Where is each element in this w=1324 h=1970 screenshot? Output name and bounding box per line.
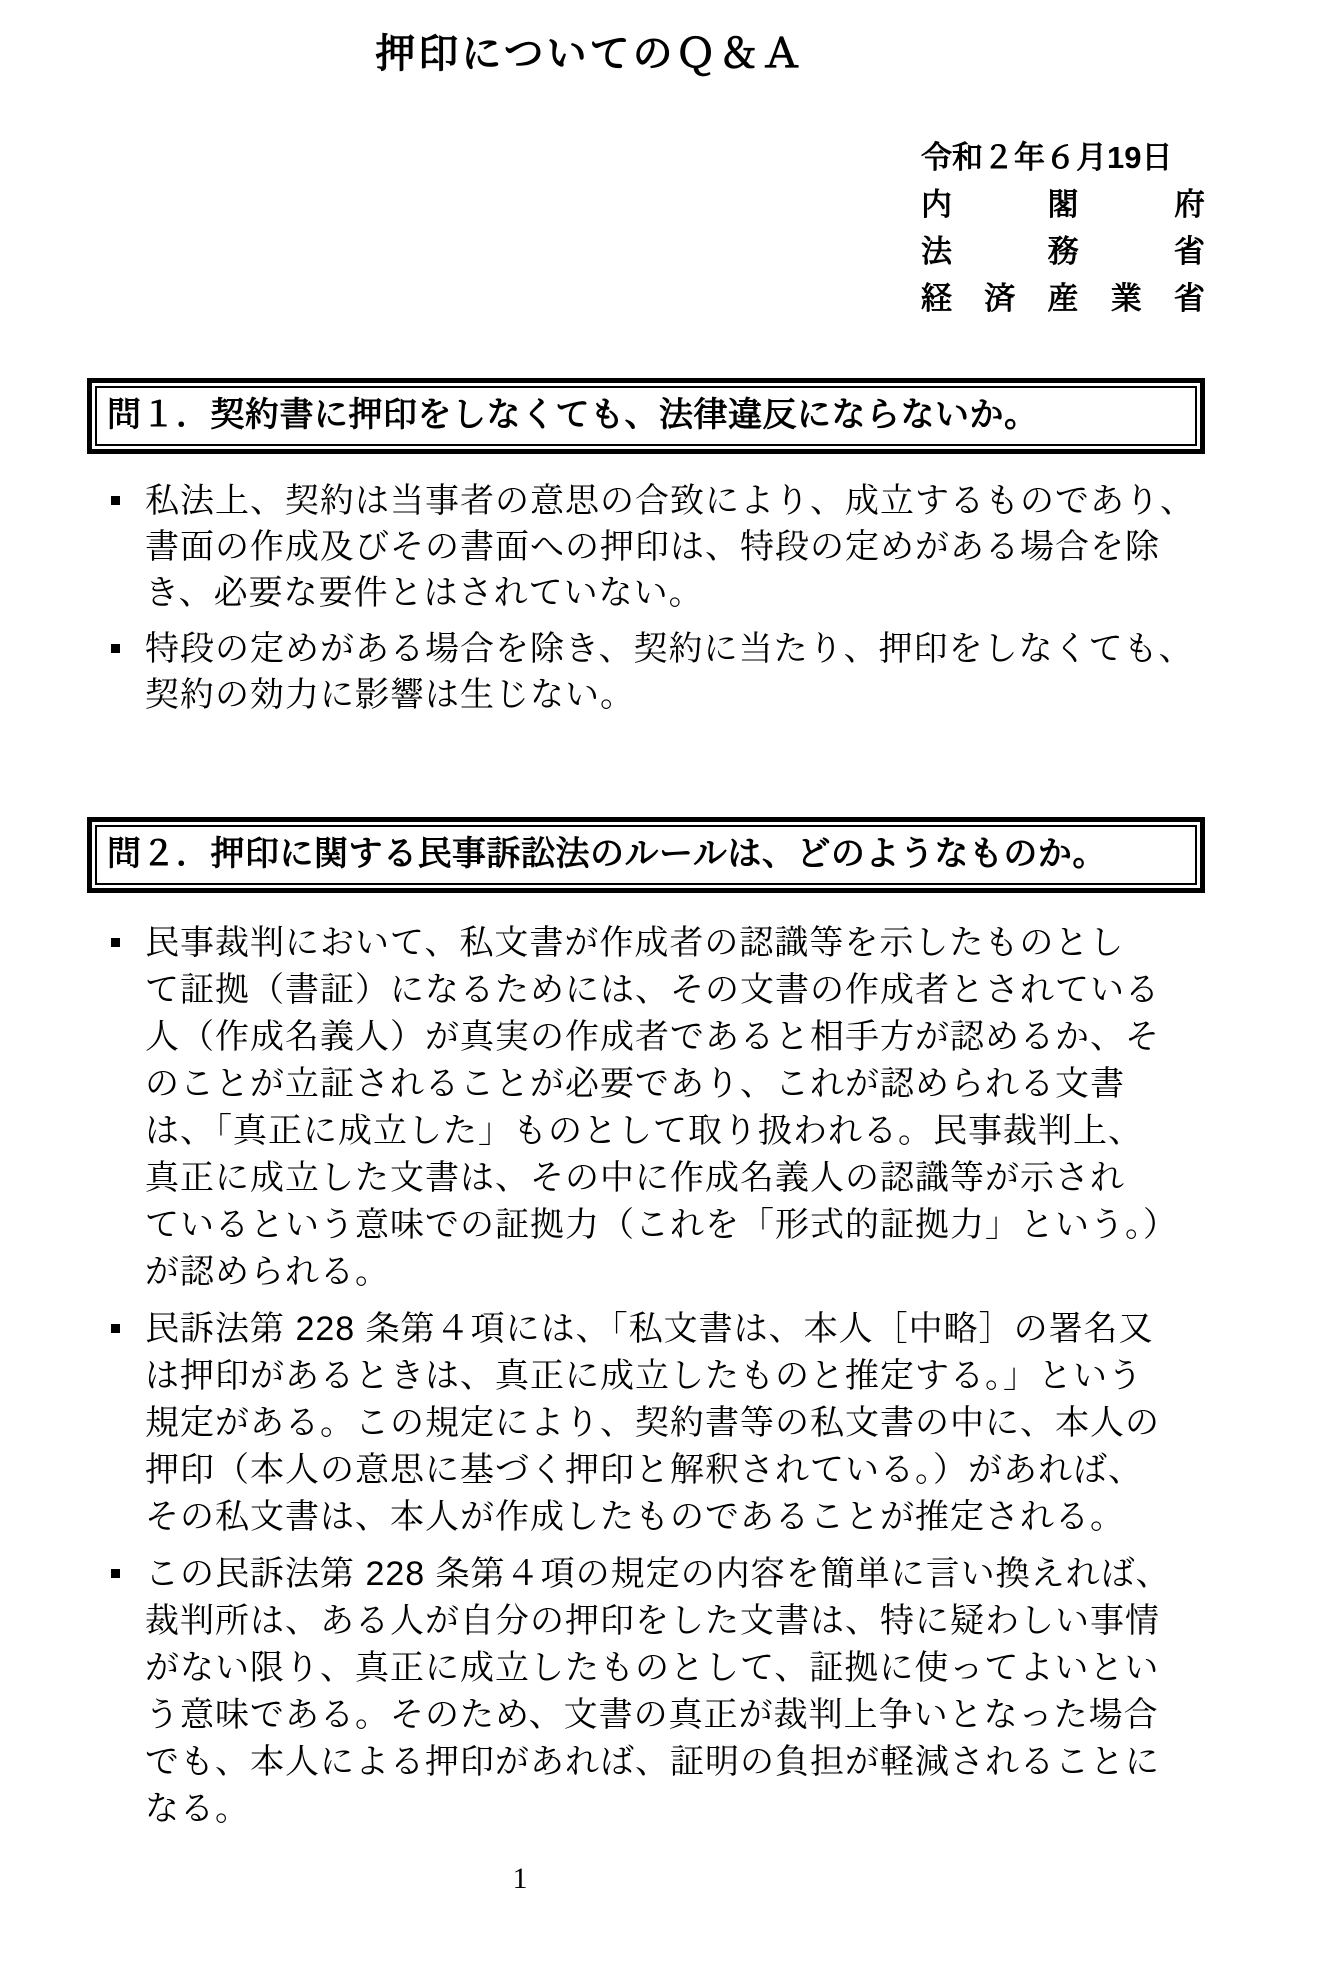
organization-char: 務 <box>1047 234 1079 269</box>
text-line: て証拠（書証）になるためには、その文書の作成者とされている <box>145 971 1160 1009</box>
text-line: 規定がある。この規定により、契約書等の私文書の中に、本人の <box>145 1404 1160 1442</box>
text-line: き、必要な要件とはされていない。 <box>145 574 704 612</box>
text-line: 民訴法第 228 条第４項には、「私文書は、本人［中略］の署名又 <box>145 1310 1154 1348</box>
text-line: この民訴法第 228 条第４項の規定の内容を簡単に言い換えれば、 <box>145 1555 1171 1593</box>
text-line: ているという意味での証拠力（これを「形式的証拠力」という。） <box>145 1206 1178 1244</box>
text-line: 契約の効力に影響は生じない。 <box>145 676 635 714</box>
text-line: 押印（本人の意思に基づく押印と解釈されている。）があれば、 <box>145 1451 1143 1489</box>
text-line: なる。 <box>145 1790 250 1828</box>
document-content <box>87 0 1205 1833</box>
bullet-icon <box>87 920 145 1296</box>
text-line: 私法上、契約は当事者の意思の合致により、成立するものであり、 <box>145 482 1195 520</box>
organization-name <box>921 228 1205 275</box>
question-2-box <box>87 817 1205 893</box>
bullet-text <box>145 1551 1205 1833</box>
answer-2-bullet-list <box>87 920 1205 1833</box>
organization-char: 内 <box>921 187 952 222</box>
text-line: は、「真正に成立した」ものとして取り扱われる。民事裁判上、 <box>145 1112 1143 1150</box>
organization-char: 業 <box>1110 281 1142 316</box>
text-line: その私文書は、本人が作成したものであることが推定される。 <box>145 1498 1125 1536</box>
text-line: 書面の作成及びその書面への押印は、特段の定めがある場合を除 <box>145 528 1160 566</box>
text-line: 人（作成名義人）が真実の作成者であると相手方が認めるか、そ <box>145 1018 1160 1056</box>
text-line: がない限り、真正に成立したものとして、証拠に使ってよいとい <box>145 1649 1160 1687</box>
bullet-text <box>145 626 1205 718</box>
answer-1-bullet-list <box>87 478 1205 718</box>
question-2-box-inner <box>95 825 1197 885</box>
question-1-heading: 問１．契約書に押印をしなくても、法律違反にならないか。 <box>107 396 1039 434</box>
bullet-item <box>87 920 1205 1296</box>
text-line: のことが立証されることが必要であり、これが認められる文書 <box>145 1065 1125 1103</box>
organization-char: 済 <box>984 281 1016 316</box>
bullet-item <box>87 1306 1205 1541</box>
text-line: う意味である。そのため、文書の真正が裁判上争いとなった場合 <box>145 1696 1159 1734</box>
organization-list <box>921 181 1205 322</box>
bullet-text <box>145 478 1205 616</box>
text-line: は押印があるときは、真正に成立したものと推定する。」という <box>145 1357 1143 1395</box>
bullet-text <box>145 920 1205 1296</box>
bullet-icon <box>87 478 145 616</box>
text-line: が認められる。 <box>145 1253 390 1291</box>
bullet-text <box>145 1306 1205 1541</box>
question-1-box-inner <box>95 386 1197 446</box>
text-line: 特段の定めがある場合を除き、契約に当たり、押印をしなくても、 <box>145 630 1194 668</box>
bullet-item <box>87 478 1205 616</box>
organization-char: 産 <box>1047 281 1079 316</box>
text-line: 真正に成立した文書は、その中に作成名義人の認識等が示され <box>145 1159 1125 1197</box>
organization-char: 省 <box>1174 234 1205 269</box>
organization-char: 閣 <box>1047 187 1079 222</box>
date-signature-block <box>921 134 1205 322</box>
bullet-item <box>87 626 1205 718</box>
bullet-icon <box>87 1551 145 1833</box>
organization-char: 経 <box>921 281 952 316</box>
question-2-heading: 問２．押印に関する民事訴訟法のルールは、どのようなものか。 <box>107 835 1107 873</box>
page-number: 1 <box>512 1862 528 1895</box>
organization-name <box>921 181 1205 228</box>
question-1-box <box>87 378 1205 454</box>
text-line: 民事裁判において、私文書が作成者の認識等を示したものとし <box>145 924 1125 962</box>
text-line: でも、本人による押印があれば、証明の負担が軽減されることに <box>145 1743 1160 1781</box>
organization-char: 省 <box>1174 281 1205 316</box>
organization-char: 法 <box>921 234 952 269</box>
bullet-icon <box>87 626 145 718</box>
organization-char: 府 <box>1174 187 1205 222</box>
bullet-icon <box>87 1306 145 1541</box>
text-line: 裁判所は、ある人が自分の押印をした文書は、特に疑わしい事情 <box>145 1602 1160 1640</box>
page-title: 押印についてのＱ＆Ａ <box>375 32 805 76</box>
organization-name <box>921 275 1205 322</box>
bullet-item <box>87 1551 1205 1833</box>
document-date: 令和２年６月19日 <box>921 140 1173 175</box>
